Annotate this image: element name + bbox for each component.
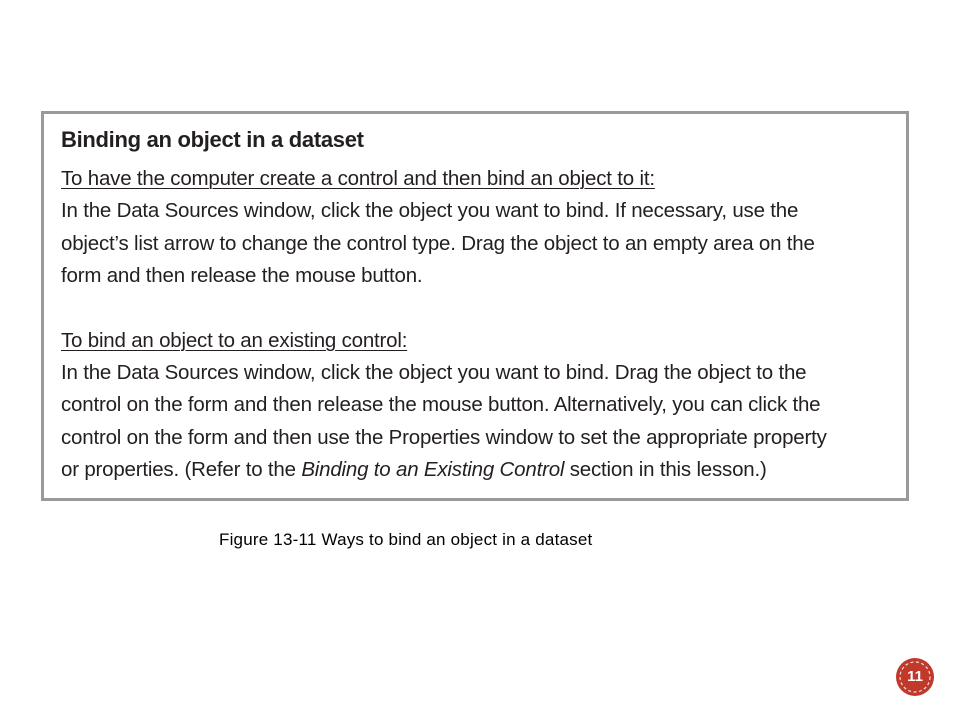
figure-caption: Figure 13-11 Ways to bind an object in a dataset (219, 530, 593, 549)
body-line: object’s list arrow to change the control type. Drag the object to an empty area on the (61, 231, 815, 255)
figure-box (41, 111, 909, 501)
figure-content (61, 125, 896, 487)
body-text: section in this lesson.) (564, 458, 767, 481)
section-heading: To bind an object to an existing control: (61, 328, 408, 352)
body-line: control on the form and then release the mouse button. Alternatively, you can click the (61, 393, 821, 416)
section-create-control (61, 163, 896, 293)
section-body (61, 195, 896, 293)
section-existing-control (61, 325, 896, 487)
page-number-badge (895, 657, 935, 697)
page-number: 11 (907, 668, 923, 685)
section-heading: To have the computer create a control and then bind an object to it: (61, 167, 655, 190)
body-line: In the Data Sources window, click the object you want to bind. Drag the object to the (61, 360, 807, 384)
body-text: or properties. (Refer to the (61, 458, 302, 481)
section-body (61, 357, 896, 487)
body-line: In the Data Sources window, click the object you want to bind. If necessary, use the (61, 199, 799, 222)
body-line (61, 454, 896, 487)
body-line: control on the form and then use the Properties window to set the appropriate property (61, 425, 827, 449)
body-line: form and then release the mouse button. (61, 264, 423, 287)
figure-title: Binding an object in a dataset (61, 127, 364, 152)
italic-reference: Binding to an Existing Control (301, 458, 565, 481)
